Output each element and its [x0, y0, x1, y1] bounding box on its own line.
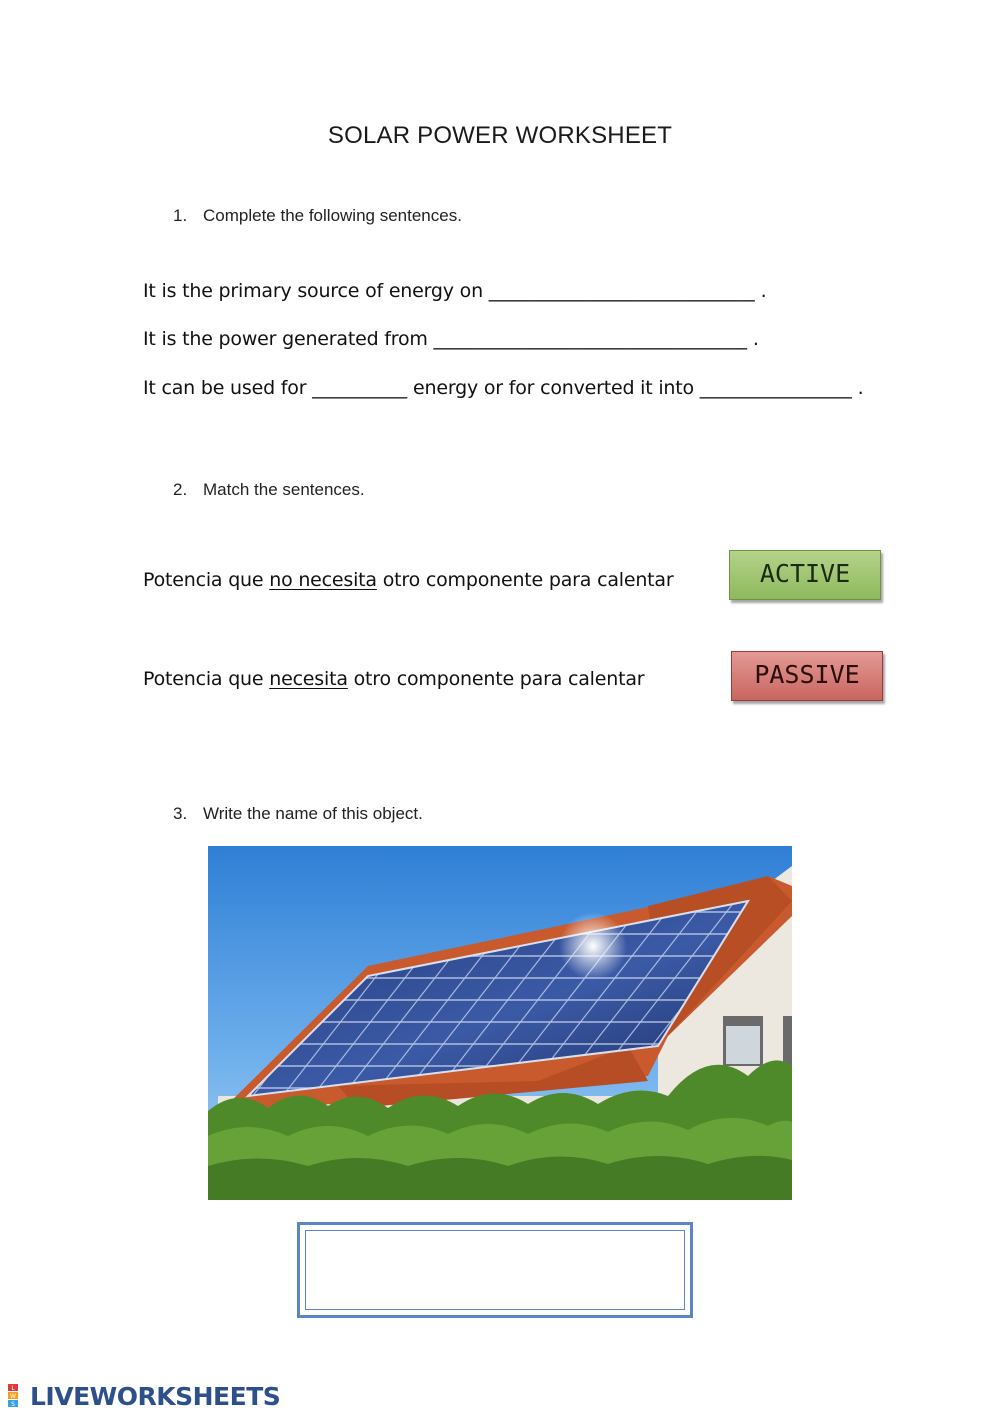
question-2 [173, 480, 365, 500]
underlined-phrase: no necesita [269, 569, 377, 591]
logo-letter-s: S [11, 1401, 15, 1408]
sentence-period: . [857, 377, 864, 399]
question-text: Write the name of this object. [203, 804, 423, 823]
logo-letter-l: L [11, 1385, 15, 1392]
sentence-text: Potencia que [143, 569, 264, 591]
answer-box [297, 1222, 693, 1318]
question-number: 1. [173, 206, 188, 225]
sentence-text: It can be used for [143, 377, 307, 399]
logo-text: LIVEWORKSHEETS [30, 1381, 281, 1411]
question-text: Match the sentences. [203, 480, 365, 499]
logo-badge-icon [8, 1384, 30, 1408]
sentence-text: Potencia que [143, 668, 264, 690]
question-number: 2. [173, 480, 188, 499]
logo-letter-w: W [10, 1393, 16, 1400]
sentence-text: otro componente para calentar [382, 569, 674, 591]
match-option-passive[interactable]: PASSIVE [731, 651, 883, 701]
sentence-2 [143, 328, 759, 350]
sentence-text: It is the primary source of energy on [143, 280, 483, 302]
sentence-text: energy or for converted it into [413, 377, 694, 399]
sentence-3 [143, 377, 863, 399]
question-3 [173, 804, 423, 824]
answer-input[interactable] [308, 1233, 682, 1307]
blank-field[interactable]: __________ [312, 377, 408, 399]
blank-field[interactable]: _________________________________ [433, 328, 748, 350]
blank-field[interactable]: ________________ [699, 377, 852, 399]
sentence-1 [143, 280, 766, 302]
question-1 [173, 206, 462, 226]
match-option-active[interactable]: ACTIVE [729, 550, 881, 600]
match-sentence-2[interactable] [143, 668, 644, 690]
sentence-period: . [752, 328, 759, 350]
match-sentence-1[interactable] [143, 569, 674, 591]
liveworksheets-logo[interactable] [8, 1382, 280, 1410]
question-text: Complete the following sentences. [203, 206, 462, 225]
sentence-period: . [760, 280, 767, 302]
blank-field[interactable]: ____________________________ [488, 280, 755, 302]
underlined-phrase: necesita [269, 668, 348, 690]
question-number: 3. [173, 804, 188, 823]
sentence-text: otro componente para calentar [353, 668, 645, 690]
page-title: SOLAR POWER WORKSHEET [327, 122, 673, 149]
sentence-text: It is the power generated from [143, 328, 428, 350]
solar-panel-house-image [208, 846, 792, 1200]
